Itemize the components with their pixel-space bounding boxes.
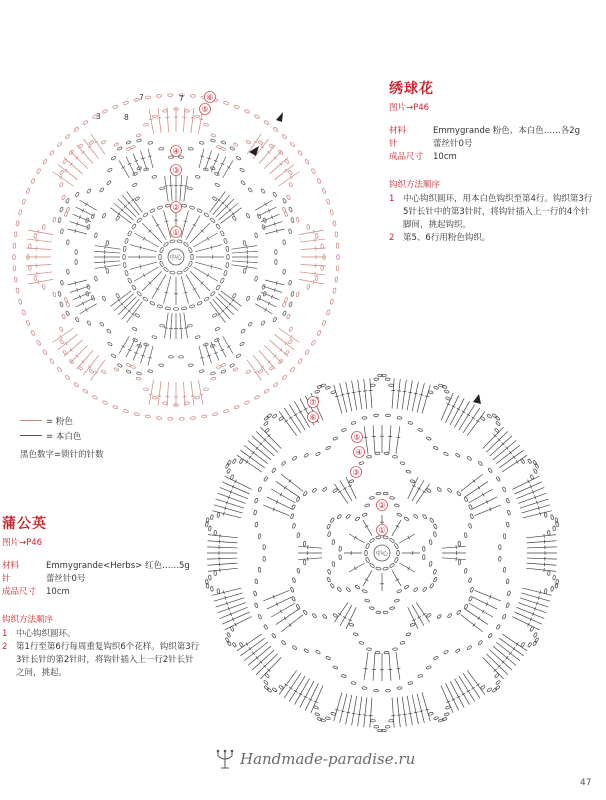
d2-stitch-fan [516,487,544,498]
svg-text:①: ① [378,526,386,535]
d2-arch-outer [520,459,539,480]
d2-stitch-round1 [402,551,420,555]
spec-label: 成品尺寸 [2,587,37,597]
d2-arch-outer [263,673,283,693]
step-text: 中心钩织圆环，用本白色钩织至第4行。钩织第3行5针长针中的第3针时，将钩针插入上一行的4个针脚间，挑起钩织。 [403,194,593,230]
d2-stitch-round5 [263,590,289,600]
d2-stitch-round5 [396,652,400,680]
d2-stitch-fan [499,638,523,656]
d2-stitch-fan [207,545,237,549]
d2-stitch-fan [512,617,539,630]
d2-stitch-fan [220,487,248,498]
d2-stitch-round3 [340,605,352,626]
dandelion-method-title: 钩织方法顺序 [2,615,54,625]
d2-stitch-fan [357,697,361,727]
d2-stitch-round1 [399,534,415,543]
spec-row-size [2,586,202,599]
candelabra-icon [214,748,236,770]
d2-arch-outer [480,413,500,433]
d2-stitch-fan [526,534,556,538]
watermark-text: Handmade-paradise.ru [240,750,416,768]
d2-stitch-fan [397,697,401,727]
d2-stitch-fan [518,493,546,503]
d2-arch-outer [544,571,559,594]
d2-stitch-round3 [334,602,348,622]
d2-arch-round6 [443,452,510,550]
d2-round-label [377,500,388,511]
spec-row-hook [389,138,594,151]
d2-stitch-round1 [392,520,401,536]
d2-stitch-fan [225,617,252,630]
spec-label: 针 [2,574,11,584]
d2-stitch-fan [284,408,301,433]
d2-stitch-round3 [298,551,322,555]
page-number: 47 [580,778,592,788]
d2-arch-round2 [404,514,438,551]
d2-stitch-round5 [380,653,384,681]
d2-stitch-fan [402,380,406,410]
svg-text:⑥: ⑥ [206,93,214,102]
svg-text:⑥: ⑥ [309,413,317,422]
spec-row-size [389,151,594,164]
d2-arch-round2 [362,589,402,614]
d2-arch-outer [428,384,451,401]
spec-row-material [389,125,594,138]
d2-arch-outer [520,626,539,647]
hydrangea-method-title: 钩织方法顺序 [389,180,441,190]
d2-stitch-fan [369,378,373,408]
spec-label: 成品尺寸 [389,152,424,162]
spec-value: 10cm [433,152,457,162]
d2-arch-round2 [404,555,438,592]
d2-stitch-round1 [363,520,372,536]
spec-label: 针 [389,139,398,149]
d2-stitch-fan [527,551,557,555]
step-text: 中心钩织圆环。 [16,629,76,639]
hydrangea-ref: 图片→P46 [389,103,430,113]
d1-chain-count: 3 [96,112,101,121]
d2-round-label [308,412,319,423]
svg-text:②: ② [172,203,180,212]
d2-stitch-fan [463,673,480,698]
d2-stitch-fan [363,697,367,727]
section-dandelion [2,513,202,680]
d2-stitch-round5 [380,425,384,453]
hydrangea-specs [389,125,594,164]
section-hydrangea [389,78,594,245]
d2-stitch-round3 [298,557,322,561]
legend-pink [20,413,220,428]
d2-stitch-fan [407,381,412,411]
d2-stitch-fan [527,557,557,561]
d2-center-label [374,545,390,561]
d2-stitch-fan [412,695,418,724]
d2-arch-round6 [253,556,320,654]
d2-stitch-round3 [412,605,424,626]
d2-stitch-round1 [363,570,372,586]
d2-stitch-fan [352,696,357,726]
d2-start-arrow [473,394,481,404]
d2-stitch-fan [220,607,248,618]
d2-stitch-round5 [372,425,376,453]
d2-arch-outer [225,459,244,480]
d2-arch-outer [205,571,220,594]
d2-round-label [354,447,365,458]
d2-stitch-fan [527,545,557,549]
spec-row-hook [2,573,202,586]
d2-stitch-round5 [388,653,392,681]
d2-stitch-round3 [412,480,424,501]
d2-stitch-round1 [392,570,401,586]
d2-stitch-fan [284,673,301,698]
d2-stitch-fan [222,482,249,494]
d2-stitch-round3 [416,602,430,622]
svg-text:②: ② [378,501,386,510]
d2-stitch-round1 [349,534,365,543]
d2-stitch-round3 [442,557,466,561]
step-text: 第5、6行用粉色钩织。 [403,233,491,243]
hydrangea-title: 绣球花 [389,81,434,97]
d2-stitch-round5 [475,590,501,600]
step-number: 1 [389,194,395,204]
d2-stitch-round1 [344,551,362,555]
d2-stitch-fan [300,681,314,707]
d2-stitch-fan [402,697,406,727]
d2-stitch-fan [352,381,357,411]
d2-arch-outer [544,512,559,535]
dandelion-specs [2,560,202,599]
d2-arch-outer [370,374,393,386]
d2-stitch-fan [407,696,412,726]
d2-stitch-round1 [380,573,384,591]
d2-stitch-round5 [276,609,299,625]
d2-stitch-fan [527,562,557,566]
svg-text:中心: 中心 [169,254,183,262]
d2-stitch-fan [207,540,237,544]
d2-stitch-fan [279,411,297,435]
d2-stitch-fan [218,493,246,503]
d2-stitch-round5 [263,505,289,515]
hydrangea-step-2 [389,232,594,245]
svg-text:③: ③ [352,468,360,477]
d2-stitch-round5 [372,653,376,681]
d2-stitch-fan [369,698,373,728]
d2-stitch-fan [208,534,238,538]
pink-line-swatch [20,420,42,421]
dandelion-step-2 [2,641,202,680]
svg-text:⑤: ⑤ [201,105,209,114]
d2-stitch-fan [391,698,395,728]
d2-arch-round4 [349,623,416,654]
d2-stitch-fan [514,482,541,494]
d2-stitch-fan [467,670,485,694]
svg-text:①: ① [172,228,180,237]
d2-stitch-round5 [396,426,400,454]
legend-note: 黑色数字=锁针的针数 [20,449,104,460]
hydrangea-step-1 [389,193,594,232]
legend-white-label: = 本白色 [46,431,82,442]
d2-stitch-round3 [442,545,466,549]
d2-stitch-fan [346,695,352,724]
svg-text:⑤: ⑤ [353,433,361,442]
d2-stitch-fan [212,588,241,595]
d2-stitch-fan [412,382,418,411]
d2-stitch-round3 [298,545,322,549]
spec-label: 材料 [389,126,407,136]
d2-stitch-fan [499,450,523,468]
d2-stitch-fan [208,568,238,572]
d2-stitch-round5 [465,481,488,497]
legend-pink-label: = 粉色 [46,416,73,427]
spec-label: 材料 [2,561,20,571]
spec-value: Emmygrande<Herbs> 红色……5g [46,561,190,571]
d2-stitch-fan [397,379,401,409]
dandelion-title: 蒲公英 [2,516,47,532]
d2-arch-round2 [327,555,361,592]
d2-arch-outer [370,719,393,731]
step-number: 2 [2,642,8,652]
d2-stitch-round5 [364,652,368,680]
d2-stitch-fan [467,411,485,435]
d1-chain-count: 7 [179,94,184,103]
spec-value: 10cm [46,587,70,597]
d2-stitch-fan [240,638,264,656]
d2-stitch-fan [279,670,297,694]
d2-stitch-round3 [416,484,430,504]
d2-stitch-fan [212,511,241,518]
d1-chain-count: 7 [139,93,144,102]
d2-stitch-fan [526,568,556,572]
d2-arch-outer [263,413,283,433]
svg-text:中心: 中心 [375,550,389,558]
svg-text:③: ③ [172,166,180,175]
d2-arch-round6 [443,556,510,654]
d2-stitch-fan [523,588,552,595]
d2-stitch-round3 [442,551,466,555]
d2-stitch-round5 [465,609,488,625]
d2-stitch-fan [527,540,557,544]
d2-round-label [377,525,388,536]
d2-stitch-fan [240,450,264,468]
d2-stitch-fan [207,557,237,561]
d2-stitch-fan [512,476,539,489]
d2-stitch-round5 [276,481,299,497]
spec-row-material [2,560,202,573]
step-number: 2 [389,233,395,243]
d2-arch-outer [225,626,244,647]
d2-round-label [351,467,362,478]
d2-stitch-fan [450,398,464,424]
d2-arch-round2 [327,514,361,551]
d2-stitch-fan [391,378,395,408]
spec-value: Emmygrande 粉色、本白色……各2g [433,126,581,136]
step-number: 1 [2,629,8,639]
svg-text:④: ④ [355,448,363,457]
yarn-legend [20,413,220,461]
d2-stitch-round1 [349,563,365,572]
d2-stitch-fan [518,603,546,613]
d2-stitch-round5 [475,505,501,515]
d2-round-label [352,432,363,443]
d2-stitch-fan [346,382,352,411]
d2-stitch-fan [516,607,544,618]
d2-stitch-round5 [388,425,392,453]
d2-stitch-fan [207,551,237,555]
d2-stitch-fan [514,612,541,624]
d2-stitch-fan [363,379,367,409]
d2-stitch-round1 [399,563,415,572]
d2-stitch-fan [207,562,237,566]
legend-white [20,428,220,443]
dandelion-ref: 图片→P46 [2,538,43,548]
spec-value: 蕾丝针0号 [46,574,86,584]
d2-stitch-fan [218,603,246,613]
d2-stitch-fan [463,408,480,433]
d2-stitch-fan [225,476,252,489]
d2-arch-outer [313,705,336,722]
dandelion-step-1 [2,628,202,641]
d2-stitch-fan [523,511,552,518]
white-line-swatch [20,435,42,436]
svg-text:④: ④ [172,147,180,156]
step-text: 第1行至第6行每周重复钩织6个花样。钩织第3行3针长针的第2针时，将钩针插入上一行2针长针之间，挑起。 [16,642,200,678]
d2-stitch-round3 [340,480,352,501]
svg-text:⑦: ⑦ [309,398,317,407]
d2-arch-outer [205,512,220,535]
d2-arch-round6 [253,452,320,550]
d2-arch-outer [480,673,500,693]
d2-stitch-round3 [334,484,348,504]
d2-stitch-fan [450,681,464,707]
d2-round-label [308,397,319,408]
watermark [214,748,415,770]
d2-arch-outer [428,705,451,722]
d2-stitch-fan [222,612,249,624]
d1-chain-count: 8 [124,113,129,122]
d2-stitch-fan [357,380,361,410]
spec-value: 蕾丝针0号 [433,139,473,149]
